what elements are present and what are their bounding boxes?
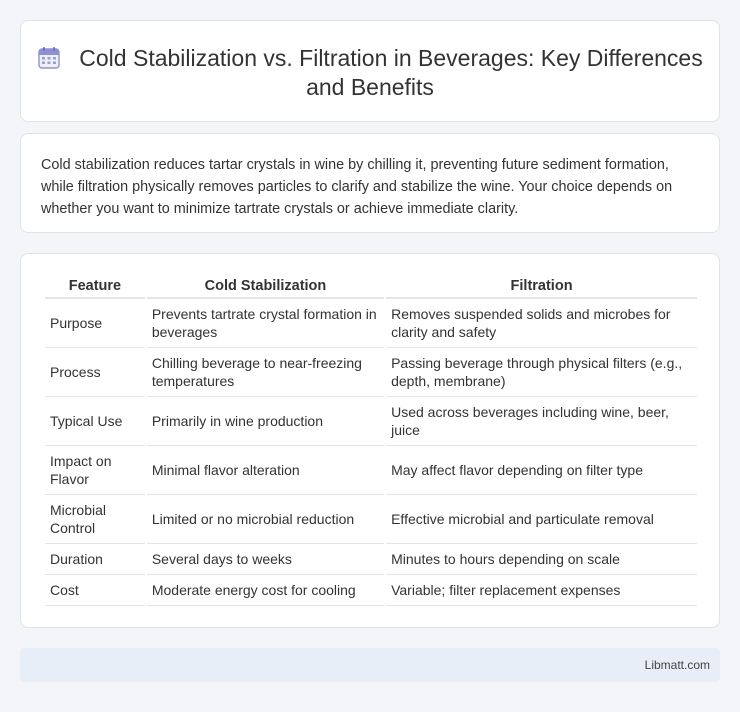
table-card (20, 253, 720, 628)
table-cell: Chilling beverage to near-freezing temperatures (147, 348, 384, 397)
calendar-icon (37, 46, 61, 70)
table-cell: Limited or no microbial reduction (147, 495, 384, 544)
table-cell: May affect flavor depending on filter type (386, 446, 697, 495)
title-text: Cold Stabilization vs. Filtration in Beverages: Key Differences and Benefits (79, 45, 703, 100)
table-cell: Removes suspended solids and microbes for clarity and safety (386, 299, 697, 348)
summary-card (20, 133, 720, 233)
table-row (45, 446, 697, 495)
table-cell: Several days to weeks (147, 544, 384, 575)
column-header: Filtration (386, 275, 697, 299)
table-row (45, 495, 697, 544)
column-header: Feature (45, 275, 145, 299)
comparison-table (43, 275, 699, 606)
table-row (45, 575, 697, 606)
table-cell: Cost (45, 575, 145, 606)
table-cell: Primarily in wine production (147, 397, 384, 446)
table-cell: Typical Use (45, 397, 145, 446)
table-cell: Passing beverage through physical filters (e.g., depth, membrane) (386, 348, 697, 397)
table-header-row (45, 275, 697, 299)
summary-text: Cold stabilization reduces tartar crystals in wine by chilling it, preventing future sediment formation, while filtration physically removes particles to clarify and stabilize the wine. Your choice depends on whether you want to minimize tartrate crystals or achieve immediate clarity. (41, 157, 673, 217)
table-row (45, 544, 697, 575)
footer (20, 648, 720, 682)
title-card (20, 20, 720, 122)
table-row (45, 299, 697, 348)
table-cell: Impact on Flavor (45, 446, 145, 495)
footer-brand: Libmatt.com (644, 658, 710, 672)
table-cell: Duration (45, 544, 145, 575)
table-cell: Moderate energy cost for cooling (147, 575, 384, 606)
table-cell: Minimal flavor alteration (147, 446, 384, 495)
table-cell: Effective microbial and particulate removal (386, 495, 697, 544)
table-row (45, 348, 697, 397)
column-header: Cold Stabilization (147, 275, 384, 299)
table-cell: Minutes to hours depending on scale (386, 544, 697, 575)
table-cell: Used across beverages including wine, beer, juice (386, 397, 697, 446)
page-title (21, 44, 719, 102)
table-cell: Process (45, 348, 145, 397)
table-cell: Purpose (45, 299, 145, 348)
table-row (45, 397, 697, 446)
table-cell: Prevents tartrate crystal formation in beverages (147, 299, 384, 348)
table-cell: Microbial Control (45, 495, 145, 544)
table-cell: Variable; filter replacement expenses (386, 575, 697, 606)
